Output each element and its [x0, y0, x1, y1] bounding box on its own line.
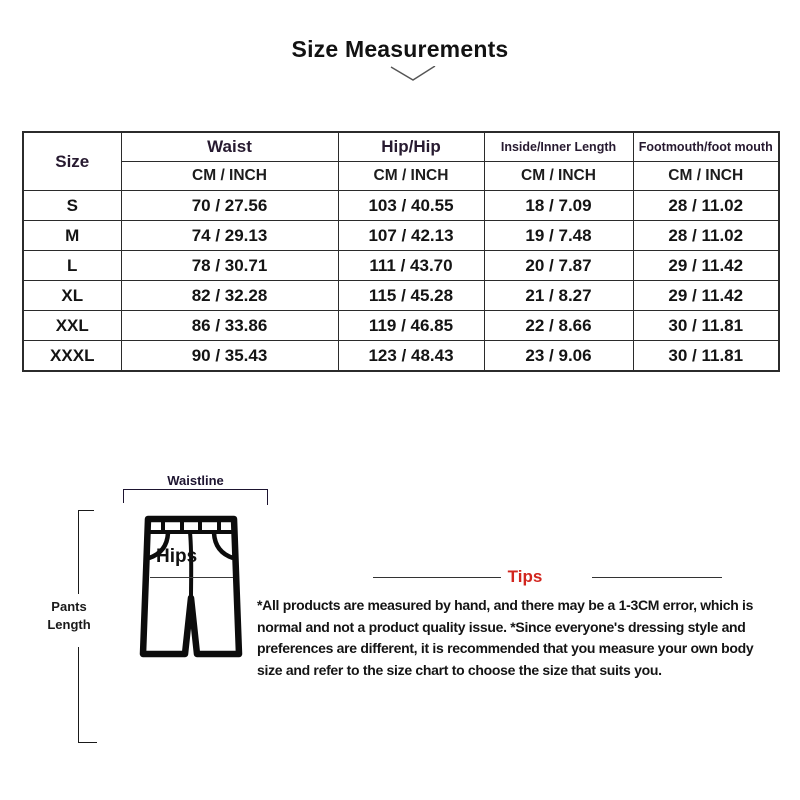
hip-value: 119 / 46.85: [338, 311, 484, 341]
hip-value: 111 / 43.70: [338, 251, 484, 281]
footmouth-value: 30 / 11.81: [633, 311, 779, 341]
inner-length-value: 21 / 8.27: [484, 281, 633, 311]
pants-length-measure-line-upper: [78, 510, 79, 594]
hip-value: 123 / 48.43: [338, 341, 484, 372]
column-header-inner-length: Inside/Inner Length: [484, 132, 633, 162]
tips-text-line: size and refer to the size chart to choose the size that suits you.: [257, 661, 662, 678]
pants-length-label: Pants Length: [47, 599, 91, 632]
inner-length-value: 20 / 7.87: [484, 251, 633, 281]
table-row-l: [23, 251, 779, 281]
table-row-s: [23, 191, 779, 221]
footmouth-value: 28 / 11.02: [633, 221, 779, 251]
waist-value: 74 / 29.13: [121, 221, 338, 251]
inner-length-value: 23 / 9.06: [484, 341, 633, 372]
unit-cell-hip: CM / INCH: [338, 162, 484, 191]
hip-value: 115 / 45.28: [338, 281, 484, 311]
size-label: S: [23, 191, 121, 221]
waistline-measure-line: [123, 489, 268, 490]
waistline-label: Waistline: [167, 473, 224, 488]
column-header-waist: Waist: [121, 132, 338, 162]
waistline-tick-left: [123, 489, 124, 503]
waist-value: 70 / 27.56: [121, 191, 338, 221]
waist-value: 82 / 32.28: [121, 281, 338, 311]
unit-cell-waist: CM / INCH: [121, 162, 338, 191]
size-label: XL: [23, 281, 121, 311]
table-row-xxxl: [23, 341, 779, 372]
pants-length-tick-bottom: [78, 742, 97, 743]
footmouth-value: 28 / 11.02: [633, 191, 779, 221]
column-header-hip: Hip/Hip: [338, 132, 484, 162]
waistline-tick-right: [267, 489, 268, 505]
column-header-size: Size: [23, 132, 121, 191]
pants-length-measure-line-lower: [78, 647, 79, 743]
footmouth-value: 29 / 11.42: [633, 281, 779, 311]
table-row-xxl: [23, 311, 779, 341]
table-unit-row: [23, 162, 779, 191]
shorts-diagram-icon: [138, 512, 246, 662]
tips-text: [257, 595, 777, 681]
size-measurements-table: [22, 131, 780, 372]
hip-value: 107 / 42.13: [338, 221, 484, 251]
footmouth-value: 30 / 11.81: [633, 341, 779, 372]
waist-value: 90 / 35.43: [121, 341, 338, 372]
inner-length-value: 18 / 7.09: [484, 191, 633, 221]
table-row-xl: [23, 281, 779, 311]
column-header-footmouth: Footmouth/foot mouth: [633, 132, 779, 162]
pants-length-tick-top: [78, 510, 94, 511]
waist-value: 78 / 30.71: [121, 251, 338, 281]
unit-cell-inner-length: CM / INCH: [484, 162, 633, 191]
size-label: M: [23, 221, 121, 251]
size-label: XXXL: [23, 341, 121, 372]
size-label: XXL: [23, 311, 121, 341]
hips-measure-line: [150, 577, 233, 578]
hip-value: 103 / 40.55: [338, 191, 484, 221]
inner-length-value: 22 / 8.66: [484, 311, 633, 341]
tips-divider-right: [592, 577, 722, 578]
hips-label: Hips: [156, 546, 198, 567]
tips-text-line: preferences are different, it is recommended that you measure your own body: [257, 640, 754, 656]
page-title: Size Measurements: [291, 36, 509, 62]
tips-text-line: *All products are measured by hand, and there may be a 1-3CM error, which is: [257, 597, 754, 613]
inner-length-value: 19 / 7.48: [484, 221, 633, 251]
table-row-m: [23, 221, 779, 251]
table-header-row: [23, 132, 779, 162]
tips-heading: Tips: [507, 567, 543, 586]
waist-value: 86 / 33.86: [121, 311, 338, 341]
tips-text-line: normal and not a product quality issue. *Since everyone's dressing style and: [257, 618, 746, 635]
footmouth-value: 29 / 11.42: [633, 251, 779, 281]
size-label: L: [23, 251, 121, 281]
chevron-down-icon: [390, 66, 436, 82]
unit-cell-footmouth: CM / INCH: [633, 162, 779, 191]
